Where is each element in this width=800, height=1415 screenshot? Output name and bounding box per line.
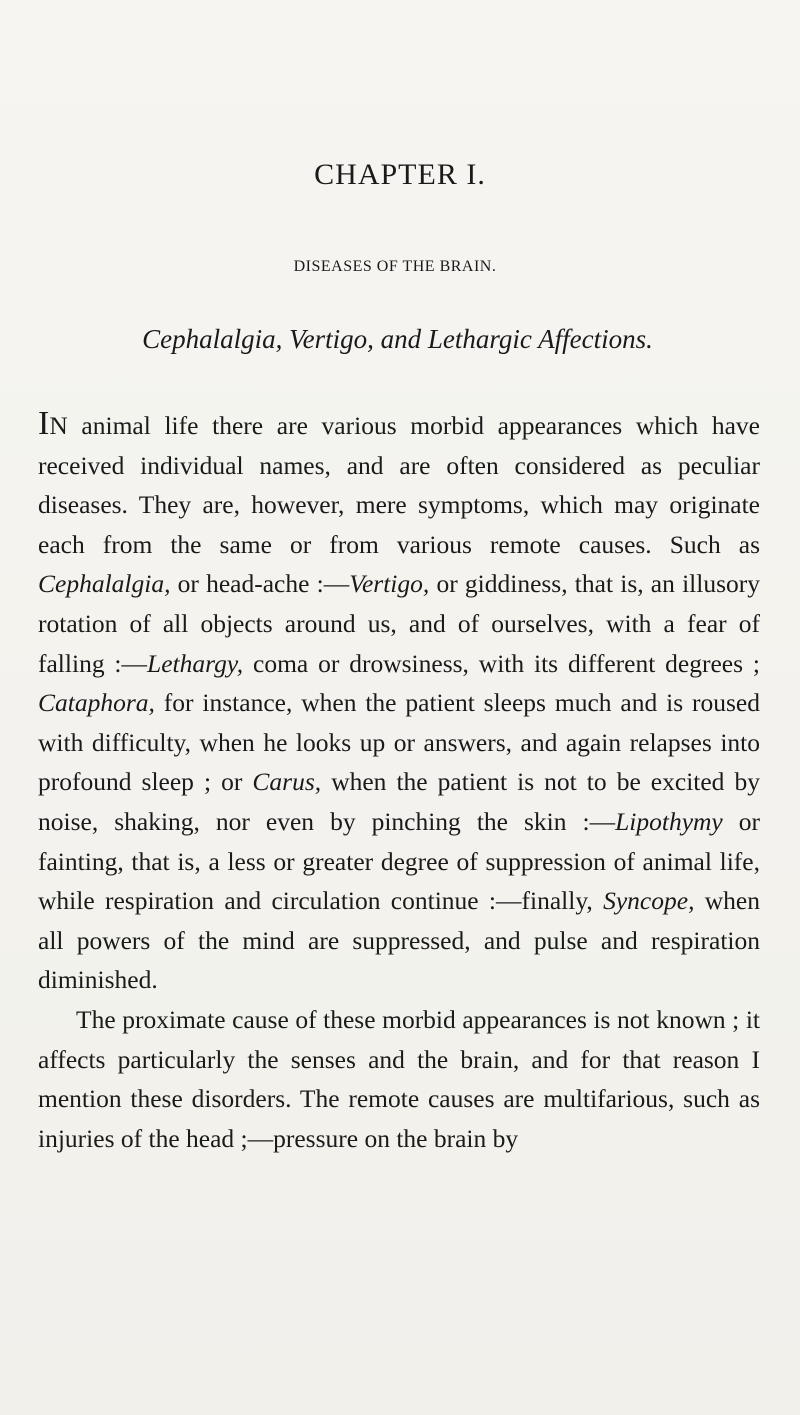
text-run: N animal life there are various morbid appearances which have received individual names, and are often considered as peculiar diseases. They are, however, mere symptoms, which may originate each from the same or from various remote causes. Such as: [38, 411, 760, 559]
paragraph-1: [38, 404, 760, 1000]
text-run: when the patient is not to be excited by noise, shaking, nor even by pinching the skin :—: [38, 767, 760, 836]
text-run: for instance, when the patient sleeps much and is roused with difficulty, when he looks up or answers, and again relapses into profound sleep ; or: [38, 688, 760, 797]
italic-term: Cephalalgia,: [38, 569, 171, 599]
italic-term: Carus,: [252, 767, 322, 797]
italic-term: Cataphora,: [38, 688, 155, 718]
text-run: when all powers of the mind are suppressed, and pulse and respiration diminished.: [38, 886, 760, 995]
text-run: coma or drowsiness, with its different degrees ;: [243, 648, 760, 678]
paragraph-2: The proximate cause of these morbid appearances is not known ; it affects particularly the senses and the brain, and for that reason I mention these disorders. The remote causes are multifarious, such as injuries of the head ;—pressure on the brain by: [38, 1004, 760, 1153]
italic-term: Vertigo,: [349, 569, 430, 599]
text-run: or fainting, that is, a less or greater degree of suppression of animal life, while respiration and circulation continue :—finally,: [38, 806, 761, 916]
chapter-subtitle: DISEASES OF THE BRAIN.: [293, 258, 497, 275]
drop-cap: I: [38, 405, 50, 442]
section-heading: Cephalalgia, Vertigo, and Lethargic Affections.: [142, 324, 653, 354]
italic-term: Lethargy,: [147, 648, 244, 678]
italic-term: Syncope,: [603, 886, 695, 916]
italic-term: Lipothymy: [615, 806, 723, 836]
body-text: [38, 404, 760, 1158]
text-run: or giddiness, that is, an illusory rotation of all objects around us, and of ourselves, with a fear of falling :—: [38, 569, 760, 678]
chapter-title: CHAPTER I.: [314, 158, 486, 191]
text-run: or head-ache :—: [170, 569, 350, 599]
